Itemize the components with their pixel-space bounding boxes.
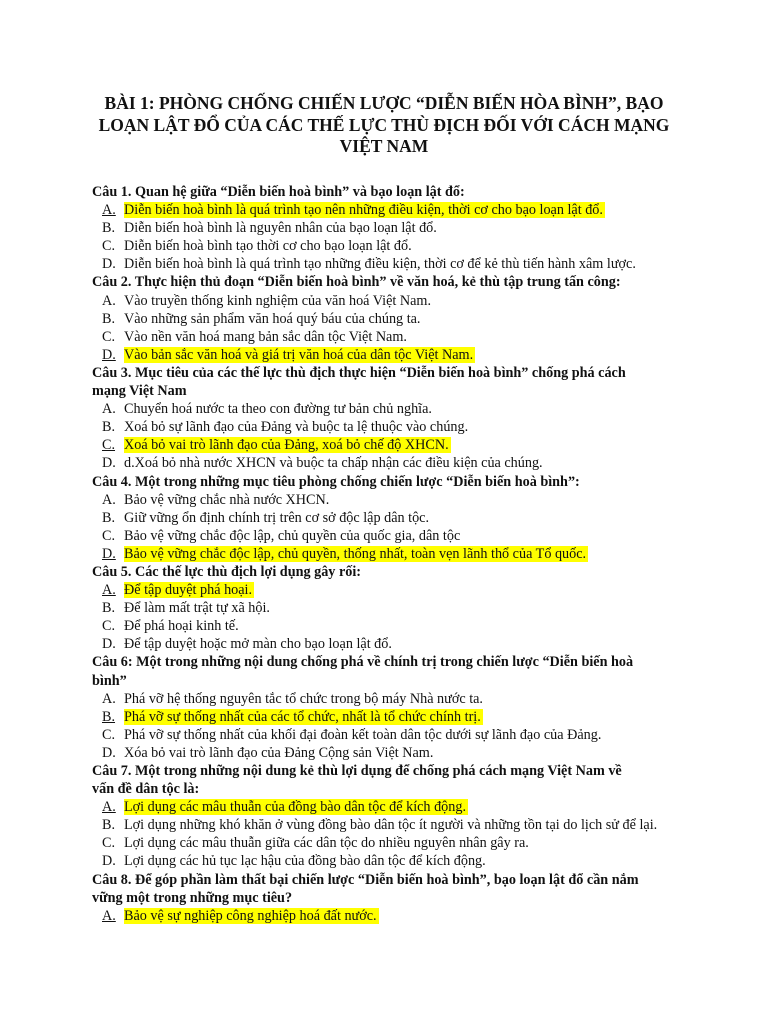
option-text: Xoá bỏ vai trò lãnh đạo của Đảng, xoá bỏ chế độ XHCN. (124, 437, 449, 454)
option-text: Chuyển hoá nước ta theo con đường tư bản chủ nghĩa. (124, 401, 432, 418)
option-text: Bảo vệ sự nghiệp công nghiệp hoá đất nước. (124, 907, 377, 924)
option-text: Phá vỡ hệ thống nguyên tắc tổ chức trong bộ máy Nhà nước ta. (124, 690, 483, 707)
question-line: Câu 5. Các thế lực thù địch lợi dụng gây rối: (92, 563, 362, 580)
option-text: Để tập duyệt phá hoại. (124, 582, 253, 599)
option-text: Phá vỡ sự thống nhất của khối đại đoàn kết toàn dân tộc dưới sự lãnh đạo của Đảng. (124, 726, 602, 743)
option-letter: C. (102, 328, 116, 345)
option-letter: B. (102, 310, 116, 327)
answer-option (92, 491, 704, 509)
option-letter: D. (102, 256, 116, 273)
option-letter: B. (102, 509, 116, 526)
option-letter: D. (102, 455, 116, 472)
option-text: Bảo vệ vững chắc độc lập, chủ quyền, thống nhất, toàn vẹn lãnh thổ của Tổ quốc. (124, 545, 587, 562)
option-letter: A. (102, 799, 116, 816)
title-line: BÀI 1: PHÒNG CHỐNG CHIẾN LƯỢC “DIỄN BIẾN HÒA BÌNH”, BẠO (104, 93, 664, 113)
question-block (92, 183, 704, 273)
question-block (92, 473, 704, 563)
question-line: vững một trong những mục tiêu? (92, 889, 293, 906)
answer-option (92, 599, 704, 617)
option-text: Phá vỡ sự thống nhất của các tổ chức, nhất là tổ chức chính trị. (124, 708, 481, 725)
question-list (92, 183, 704, 925)
option-letter: B. (102, 708, 116, 725)
option-text: Xóa bỏ vai trò lãnh đạo của Đảng Cộng sản Việt Nam. (124, 744, 434, 761)
option-letter: A. (102, 401, 116, 418)
answer-option-highlighted (92, 201, 704, 219)
question-line: Câu 1. Quan hệ giữa “Diễn biến hoà bình” và bạo loạn lật đổ: (92, 184, 465, 200)
question-block (92, 364, 704, 473)
answer-option-highlighted (92, 798, 704, 816)
answer-option (92, 635, 704, 653)
question-line: Câu 6: Một trong những nội dung chống phá về chính trị trong chiến lược “Diễn biến hoà (92, 654, 634, 671)
document-title (60, 93, 708, 158)
question-text (92, 473, 704, 491)
option-text: Vào bản sắc văn hoá và giá trị văn hoá của dân tộc Việt Nam. (124, 346, 474, 363)
option-letter: B. (102, 817, 116, 834)
option-text: Bảo vệ vững chắc nhà nước XHCN. (124, 491, 330, 508)
option-letter: A. (102, 582, 116, 599)
option-letter: B. (102, 600, 116, 617)
option-text: Giữ vững ổn định chính trị trên cơ sở độc lập dân tộc. (124, 509, 430, 526)
option-letter: A. (102, 690, 116, 707)
option-text: Diễn biến hoà bình là quá trình tạo những điều kiện, thời cơ để kẻ thù tiến hành xâm lược. (124, 256, 636, 273)
option-letter: A. (102, 292, 116, 309)
answer-option (92, 509, 704, 527)
question-text (92, 183, 704, 201)
option-text: Lợi dụng các hủ tục lạc hậu của đồng bào dân tộc để kích động. (124, 853, 486, 870)
answer-option (92, 834, 704, 852)
question-block (92, 653, 704, 762)
answer-option-highlighted (92, 581, 704, 599)
option-letter: C. (102, 726, 116, 743)
answer-option (92, 255, 704, 273)
option-letter: D. (102, 744, 116, 761)
option-letter: D. (102, 853, 116, 870)
option-letter: C. (102, 527, 116, 544)
question-line: Câu 3. Mục tiêu của các thế lực thù địch thực hiện “Diễn biến hoà bình” chống phá cách (92, 364, 626, 381)
option-letter: B. (102, 220, 116, 237)
question-text (92, 273, 704, 291)
answer-option (92, 690, 704, 708)
option-text: Để làm mất trật tự xã hội. (124, 600, 270, 617)
answer-option-highlighted (92, 346, 704, 364)
option-text: Vào những sản phẩm văn hoá quý báu của chúng ta. (124, 310, 421, 327)
option-letter: A. (102, 202, 116, 219)
option-letter: C. (102, 618, 116, 635)
option-letter: C. (102, 437, 116, 454)
answer-option (92, 454, 704, 472)
answer-option (92, 726, 704, 744)
option-text: Để tập duyệt hoặc mở màn cho bạo loạn lật đổ. (124, 636, 392, 653)
option-letter: B. (102, 419, 116, 436)
question-line: Câu 4. Một trong những mục tiêu phòng chống chiến lược “Diễn biến hoà bình”: (92, 473, 580, 490)
option-text: Diễn biến hoà bình là nguyên nhân của bạo loạn lật đổ. (124, 220, 437, 237)
question-text (92, 653, 704, 689)
question-line: vấn đề dân tộc là: (92, 781, 200, 798)
option-text: Vào nền văn hoá mang bản sắc dân tộc Việt Nam. (124, 328, 407, 345)
title-line: LOẠN LẬT ĐỔ CỦA CÁC THẾ LỰC THÙ ĐỊCH ĐỐI VỚI CÁCH MẠNG (98, 114, 670, 135)
answer-option-highlighted (92, 907, 704, 925)
answer-option (92, 400, 704, 418)
question-block (92, 563, 704, 653)
option-text: Diễn biến hoà bình là quá trình tạo nên những điều kiện, thời cơ cho bạo loạn lật đổ. (124, 202, 603, 219)
answer-option (92, 617, 704, 635)
option-letter: C. (102, 835, 116, 852)
option-letter: D. (102, 636, 116, 653)
option-text: Lợi dụng các mâu thuẫn của đồng bào dân tộc để kích động. (124, 799, 466, 816)
option-letter: A. (102, 907, 116, 924)
answer-option (92, 219, 704, 237)
option-text: Xoá bỏ sự lãnh đạo của Đảng và buộc ta lệ thuộc vào chúng. (124, 419, 469, 436)
option-text: d.Xoá bỏ nhà nước XHCN và buộc ta chấp nhận các điều kiện của chúng. (124, 455, 543, 472)
answer-option (92, 744, 704, 762)
answer-option (92, 816, 704, 834)
option-letter: A. (102, 491, 116, 508)
option-letter: D. (102, 346, 116, 363)
answer-option (92, 527, 704, 545)
answer-option-highlighted (92, 436, 704, 454)
question-line: bình” (92, 672, 127, 689)
answer-option (92, 418, 704, 436)
option-letter: C. (102, 238, 116, 255)
option-text: Bảo vệ vững chắc độc lập, chủ quyền của quốc gia, dân tộc (124, 527, 461, 544)
answer-option (92, 310, 704, 328)
question-text (92, 364, 704, 400)
question-block (92, 871, 704, 925)
question-line: Câu 7. Một trong những nội dung kẻ thù lợi dụng để chống phá cách mạng Việt Nam về (92, 763, 622, 779)
question-line: mạng Việt Nam (92, 383, 187, 400)
title-line: VIỆT NAM (339, 136, 429, 156)
option-letter: D. (102, 545, 116, 562)
option-text: Diễn biến hoà bình tạo thời cơ cho bạo loạn lật đổ. (124, 238, 412, 255)
option-text: Lợi dụng những khó khăn ở vùng đồng bào dân tộc ít người và những tồn tại do lịch sử để lại. (124, 817, 658, 834)
question-line: Câu 2. Thực hiện thủ đoạn “Diễn biến hoà bình” về văn hoá, kẻ thù tập trung tấn công: (92, 274, 621, 291)
answer-option-highlighted (92, 545, 704, 563)
question-text (92, 871, 704, 907)
option-text: Vào truyền thống kinh nghiệm của văn hoá Việt Nam. (124, 292, 431, 309)
question-block (92, 273, 704, 363)
answer-option (92, 852, 704, 870)
answer-option (92, 292, 704, 310)
question-line: Câu 8. Để góp phần làm thất bại chiến lược “Diễn biến hoà bình”, bạo loạn lật đổ cần nắm (92, 871, 639, 888)
question-text (92, 762, 704, 798)
question-block (92, 762, 704, 871)
option-text: Để phá hoại kinh tế. (124, 618, 239, 635)
answer-option (92, 237, 704, 255)
answer-option-highlighted (92, 708, 704, 726)
option-text: Lợi dụng các mâu thuẫn giữa các dân tộc do nhiều nguyên nhân gây ra. (124, 835, 529, 852)
answer-option (92, 328, 704, 346)
question-text (92, 563, 704, 581)
